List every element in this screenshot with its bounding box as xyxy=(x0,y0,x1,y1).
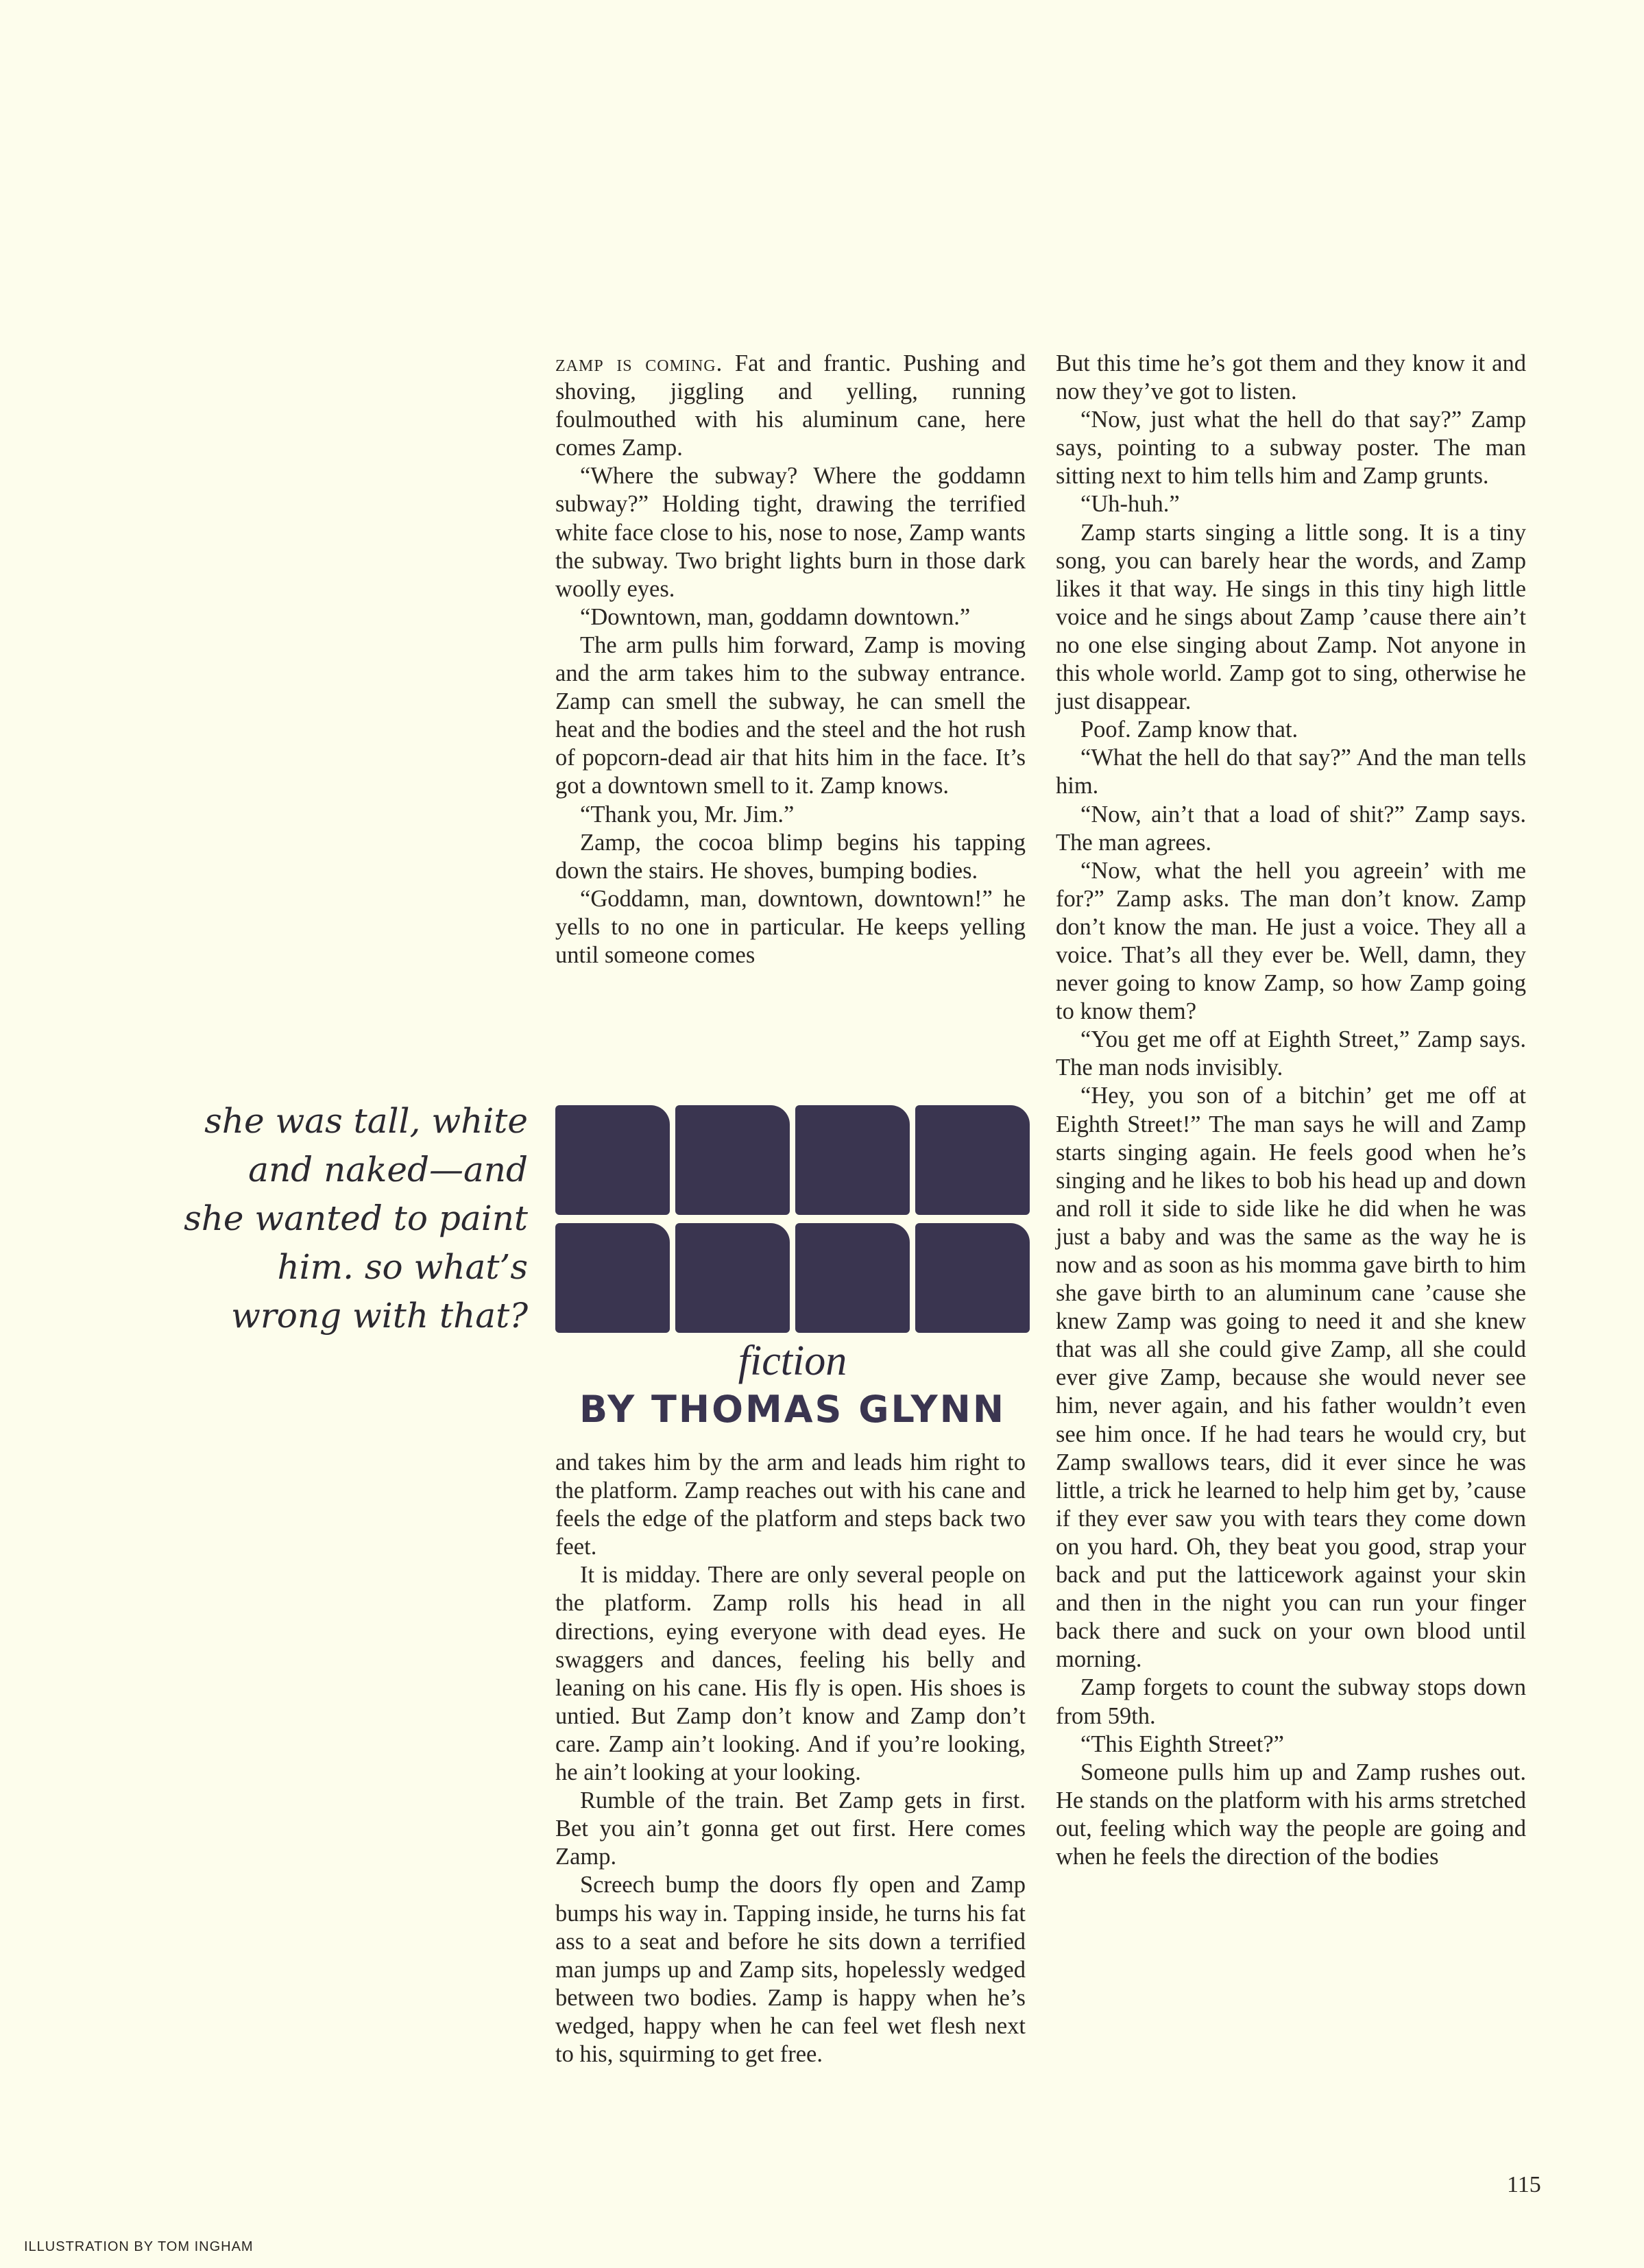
story-title-block xyxy=(553,1105,1032,1430)
article-column-left-bottom xyxy=(555,1449,1026,2068)
paragraph: “Now, what the hell you agreein’ with me for?” Zamp asks. The man don’t know. Zamp don’t know the man. He just a voice. They all a voice. That’s all they ever be. Well, damn, they never going to know Zamp, so how Zamp going to know them? xyxy=(1056,857,1526,1025)
pull-quote xyxy=(144,1097,528,1340)
article-column-left-top xyxy=(555,350,1026,969)
paragraph: “You get me off at Eighth Street,” Zamp says. The man nods invisibly. xyxy=(1056,1026,1526,1081)
title-letter xyxy=(555,1223,670,1333)
paragraph: But this time he’s got them and they know it and now they’ve got to listen. xyxy=(1056,350,1526,405)
lead-in-smallcaps: zamp is coming. xyxy=(555,350,723,376)
page-number: 115 xyxy=(1507,2172,1541,2197)
paragraph: Screech bump the doors fly open and Zamp bumps his way in. Tapping inside, he turns his fat ass to a seat and before he sits down a terrified man jumps up and Zamp sits, hopelessly wedged between two bodies. Zamp is happy when he’s wedged, happy when he can feel wet flesh next to his, squirming to get free. xyxy=(555,1872,1026,2067)
paragraph: Zamp forgets to count the subway stops down from 59th. xyxy=(1056,1674,1526,1729)
paragraph: “Now, ain’t that a load of shit?” Zamp says. The man agrees. xyxy=(1056,801,1526,856)
paragraph: “Thank you, Mr. Jim.” xyxy=(580,801,795,828)
illustration-credit: ILLUSTRATION BY TOM INGHAM xyxy=(24,2239,254,2254)
pull-quote-line: him. so what’s xyxy=(277,1247,528,1287)
title-letter xyxy=(675,1223,790,1333)
paragraph: It is midday. There are only several people on the platform. Zamp rolls his head in all directions, eying everyone with dead eyes. He swaggers and dances, feeling his belly and leaning on his cane. His fly is open. His shoes is untied. But Zamp don’t know and Zamp don’t care. Zamp ain’t looking. And if you’re looking, he ain’t looking at your looking. xyxy=(555,1562,1026,1786)
title-line-zamp xyxy=(553,1223,1032,1333)
title-letter xyxy=(915,1105,1030,1215)
paragraph: Zamp starts singing a little song. It is a tiny song, you can barely hear the words, and Zamp likes it that way. He sings in this tiny high little voice and he sings about Zamp ’cause there ain’t no one else singing about Zamp. Not anyone in this whole world. Zamp got to sing, otherwise he just disappear. xyxy=(1056,519,1526,715)
paragraph: “Now, just what the hell do that say?” Zamp says, pointing to a subway poster. The man sitting next to him tells him and Zamp grunts. xyxy=(1056,407,1526,490)
paragraph: and takes him by the arm and leads him right to the platform. Zamp reaches out with his cane and feels the edge of the platform and steps back two feet. xyxy=(555,1449,1026,1560)
title-letter xyxy=(675,1105,790,1215)
byline: BY THOMAS GLYNN xyxy=(579,1388,1006,1431)
paragraph: “Goddamn, man, downtown, downtown!” he yells to no one in particular. He keeps yelling until someone comes xyxy=(555,885,1026,968)
pull-quote-line: she wanted to paint xyxy=(184,1198,528,1238)
paragraph: “Where the subway? Where the goddamn subway?” Holding tight, drawing the terrified white face close to his, nose to nose, Zamp wants the subway. Two bright lights burn in those dark woolly eyes. xyxy=(555,463,1026,602)
title-line-king xyxy=(553,1105,1032,1215)
paragraph: The arm pulls him forward, Zamp is moving and the arm takes him to the subway entrance. Zamp can smell the subway, he can smell the heat and the bodies and the steel and the hot rush of popcorn-dead air that hits him in the face. It’s got a downtown smell to it. Zamp knows. xyxy=(555,631,1026,799)
paragraph: Zamp, the cocoa blimp begins his tapping down the stairs. He shoves, bumping bodies. xyxy=(555,829,1026,884)
paragraph: “What the hell do that say?” And the man tells him. xyxy=(1056,745,1526,799)
section-label: fiction xyxy=(738,1338,847,1384)
pull-quote-line: wrong with that? xyxy=(231,1296,528,1336)
paragraph: Poof. Zamp know that. xyxy=(1080,716,1298,743)
pull-quote-line: and naked—and xyxy=(248,1150,528,1190)
paragraph: “Hey, you son of a bitchin’ get me off at Eighth Street!” The man says he will and Zamp starts singing again. He feels good when he’s singing and he likes to bob his head up and down and roll it side to side like he did when he was just a baby and was the same as the way he is now and as soon as his momma gave birth to him she gave birth to an aluminum cane ’cause she knew Zamp was going to need it and she knew that was all she could give Zamp, all she could ever give Zamp, because she would never see him, never again, and his father wouldn’t even see him once. If he had tears he would cry, but Zamp swallows tears, did it ever since he was little, a trick he learned to help him get by, ’cause if they ever saw you with tears they come down on you hard. Oh, they beat you good, strap your back and put the latticework against your skin and then in the night you can run your finger back there and suck on your own blood until morning. xyxy=(1056,1083,1526,1673)
paragraph: Rumble of the train. Bet Zamp gets in first. Bet you ain’t gonna get out first. Here comes Zamp. xyxy=(555,1787,1026,1870)
title-letter xyxy=(555,1105,670,1215)
title-letter xyxy=(915,1223,1030,1333)
title-letter xyxy=(795,1223,910,1333)
pull-quote-line: she was tall, white xyxy=(204,1101,528,1141)
article-column-right xyxy=(1056,350,1526,1871)
paragraph: “Uh-huh.” xyxy=(1080,491,1180,518)
paragraph: Someone pulls him up and Zamp rushes out. He stands on the platform with his arms stretched out, feeling which way the people are going and when he feels the direction of the bodies xyxy=(1056,1759,1526,1870)
title-letter xyxy=(795,1105,910,1215)
paragraph: zamp is coming. Fat and frantic. Pushing and shoving, jiggling and yelling, running foulmouthed with his aluminum cane, here comes Zamp. xyxy=(555,350,1026,461)
paragraph: “This Eighth Street?” xyxy=(1080,1730,1284,1757)
paragraph: “Downtown, man, goddamn downtown.” xyxy=(580,603,971,630)
